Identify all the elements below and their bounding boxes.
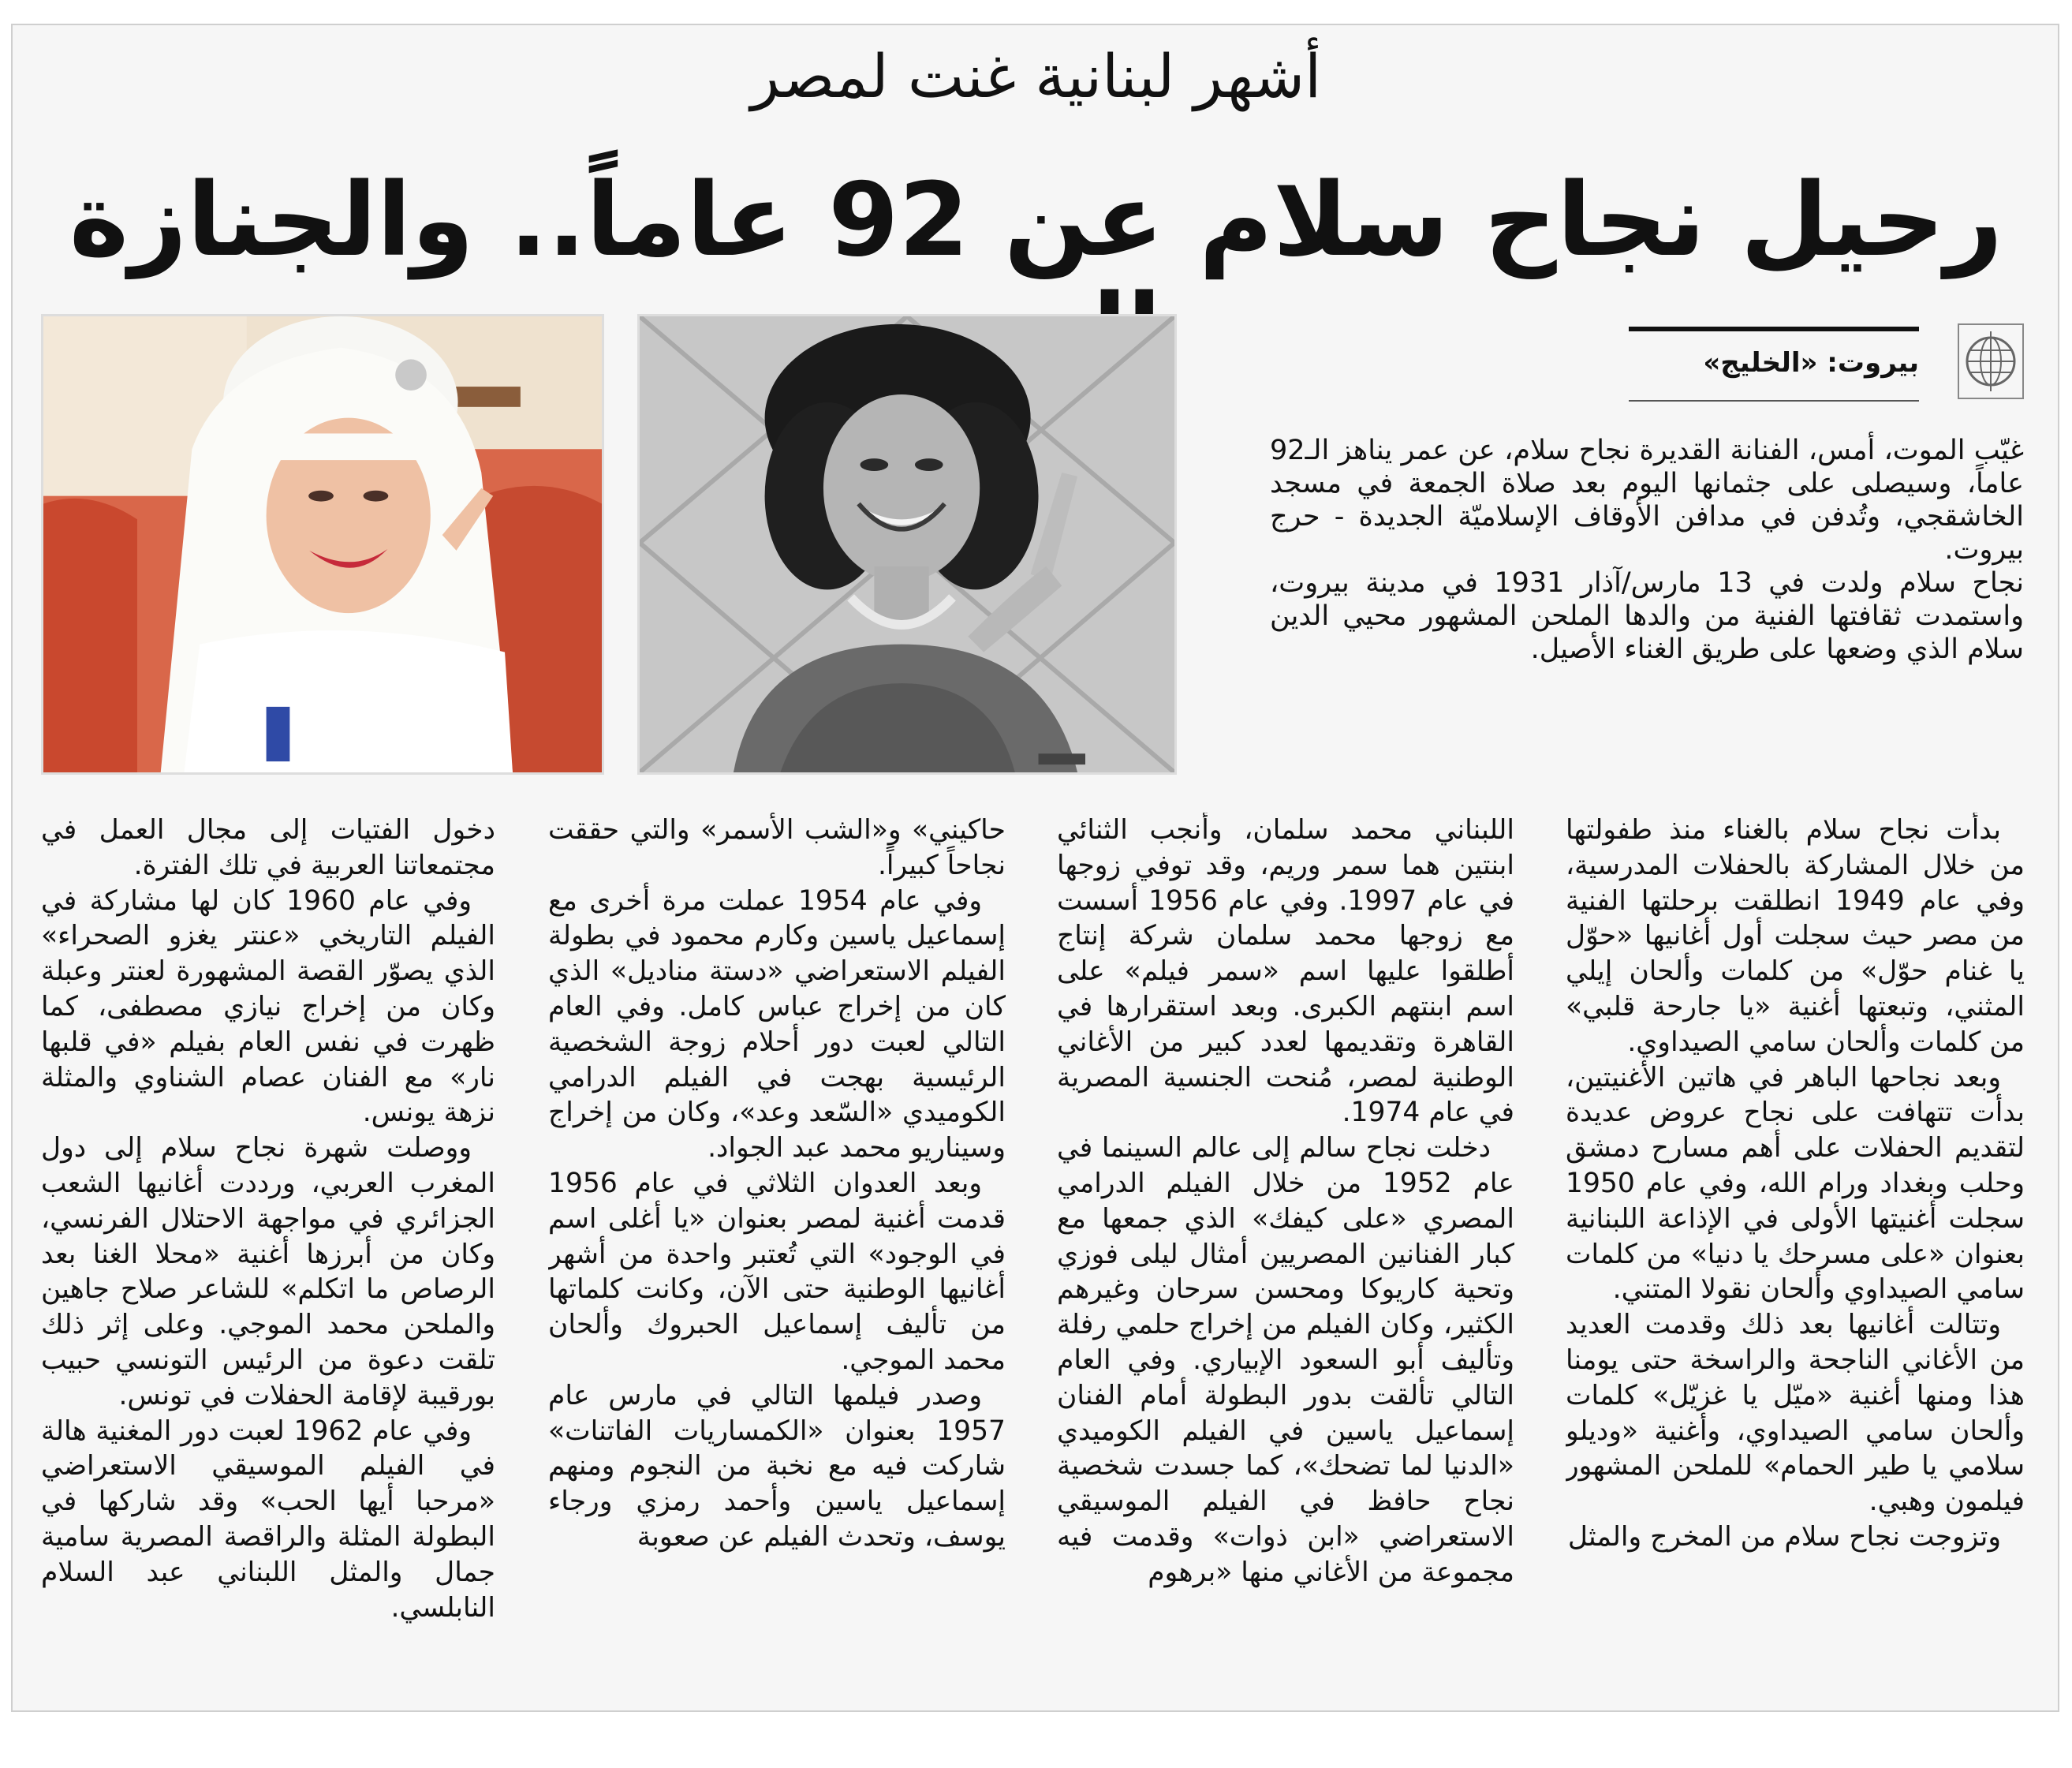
body-paragraph: وبعد العدوان الثلاثي في عام 1956 قدمت أغنية لمصر بعنوان «يا أغلى اسم في الوجود» التي تُعتبر واحدة من أشهر أغانيها الوطنية حتى الآن، وكانت كلماتها من تأليف إسماعيل الحبروك وألحان محمد الموجي. (548, 1167, 1006, 1376)
body-paragraph: وتزوجت نجاح سلام من المخرج والمثل (1567, 1520, 2001, 1553)
body-paragraph: وفي عام 1962 لعبت دور المغنية هالة في الفيلم الموسيقي الاستعراضي «مرحبا أيها الحب» وقد شاركها في البطولة المثلة والراقصة المصرية سامية جمال والمثل اللبناني عبد السلام النابلسي. (41, 1415, 495, 1624)
photo-portrait-recent (41, 314, 604, 775)
body-paragraph: وفي عام 1960 كان لها مشاركة في الفيلم التاريخي «عنتر يغزو الصحراء» الذي يصوّر القصة المشهورة لعنتر وعبلة وكان من إخراج نيازي مصطفى، كما ظهرت في نفس العام بفيلم «في قلبها نار» مع الفنان عصام الشناوي والمثلة نزهة يونس. (41, 884, 495, 1129)
lead-paragraph: غيّب الموت، أمس، الفنانة القديرة نجاح سلام، عن عمر يناهز الـ92 عاماً، وسيصلى على جثمانها اليوم بعد صلاة الجمعة في مسجد الخاشقجي، وتُدفن في مدافن الأوقاف الإسلاميّة الجديدة - حرج بيروت. (1270, 435, 2024, 566)
body-column-3 (548, 813, 1006, 1696)
byline: بيروت: «الخليج» (1703, 347, 1919, 379)
body-column-2 (1057, 813, 1514, 1696)
lead-paragraph: نجاح سلام ولدت في 13 مارس/آذار 1931 في مدينة بيروت، واستمدت ثقافتها الفنية من والدها الملحن المشهور محيي الدين سلام الذي وضعها على طريق الغناء الأصيل. (1270, 567, 2024, 665)
body-paragraph: وصدر فيلمها التالي في مارس عام 1957 بعنوان «الكمساريات الفاتنات» شاركت فيه مع نخبة من النجوم ومنهم إسماعيل ياسين وأحمد رمزي ورجاء يوسف، وتحدث الفيلم عن صعوبة (548, 1379, 1006, 1553)
body-paragraph: حاكيني» و«الشب الأسمر» والتي حققت نجاحاً كبيراً. (548, 814, 1006, 881)
lead-text (1270, 434, 2024, 666)
body-column-1 (1566, 813, 2025, 1696)
globe-icon (1958, 323, 2024, 399)
body-paragraph: دخلت نجاح سالم إلى عالم السينما في عام 1952 من خلال الفيلم الدرامي المصري «على كيفك» الذي جمعها مع كبار الفنانين المصريين أمثال ليلى فوزي وتحية كاريوكا ومحسن سرحان وغيرهم الكثير، وكان الفيلم من إخراج حلمي رفلة وتأليف أبو السعود الإبياري. وفي العام التالي تألقت بدور البطولة أمام الفنان إسماعيل ياسين في الفيلم الكوميدي «الدنيا لما تضحك»، كما جسدت شخصية نجاح حافظ في الفيلم الموسيقي الاستعراضي «ابن ذوات» وقدمت فيه مجموعة من الأغاني منها «برهوم (1057, 1132, 1514, 1588)
byline-rule (1629, 327, 1919, 331)
body-paragraph: وتتالت أغانيها بعد ذلك وقدمت العديد من الأغاني الناجحة والراسخة حتى يومنا هذا ومنها أغنية «ميّل يا غزيّل» كلمات وألحان سامي الصيداوي، وأغنية «وديلو سلامي يا طير الحمام» للملحن المشهور فيلمون وهبي. (1566, 1309, 2025, 1518)
body-paragraph: وبعد نجاحها الباهر في هاتين الأغنيتين، بدأت تتهافت على نجاح عروض عديدة لتقديم الحفلات على أهم مسارح دمشق وحلب وبغداد ورام الله، وفي عام 1950 سجلت أغنيتها الأولى في الإذاعة اللبنانية بعنوان «على مسرحك يا دنيا» من كلمات سامي الصيداوي وألحان نقولا المتني. (1566, 1061, 2025, 1306)
headline: رحيل نجاح سلام عن 92 عاماً.. والجنازة (69, 162, 2003, 279)
body-paragraph: بدأت نجاح سلام بالغناء منذ طفولتها من خلال المشاركة بالحفلات المدرسية، وفي عام 1949 انطلقت برحلتها الفنية من مصر حيث سجلت أول أغانيها «حوّل يا غنام حوّل» من كلمات وألحان إيلي المثني، وتبعتها أغنية «يا جارحة قلبي» من كلمات وألحان سامي الصيداوي. (1566, 814, 2025, 1058)
photo-portrait-vintage (637, 314, 1177, 775)
body-column-4 (41, 813, 495, 1696)
byline-rule (1629, 400, 1919, 402)
body-paragraph: دخول الفتيات إلى مجال العمل في مجتمعاتنا العربية في تلك الفترة. (41, 814, 495, 881)
kicker: أشهر لبنانية غنت لمصر (750, 41, 1322, 111)
body-paragraph: اللبناني محمد سلمان، وأنجب الثنائي ابنتين هما سمر وريم، وقد توفي زوجها في عام 1997. وفي عام 1956 أسست مع زوجها محمد سلمان شركة إنتاج أطلقوا عليها اسم «سمر فيلم» على اسم ابنتهم الكبرى. وبعد استقرارها في القاهرة وتقديمها لعدد كبير من الأغاني الوطنية لمصر، مُنحت الجنسية المصرية في عام 1974. (1057, 814, 1514, 1129)
body-paragraph: ووصلت شهرة نجاح سلام إلى دول المغرب العربي، ورددت أغانيها الشعب الجزائري في مواجهة الاحتلال الفرنسي، وكان من أبرزها أغنية «محلا الغنا بعد الرصاص ما اتكلم» للشاعر صلاح جاهين والملحن محمد الموجي. وعلى إثر ذلك تلقت دعوة من الرئيس التونسي حبيب بورقيبة لإقامة الحفلات في تونس. (41, 1132, 495, 1411)
body-paragraph: وفي عام 1954 عملت مرة أخرى مع إسماعيل ياسين وكارم محمود في بطولة الفيلم الاستعراضي «دستة مناديل» الذي كان من إخراج عباس كامل. وفي العام التالي لعبت دور أحلام زوجة الشخصية الرئيسية بهجت في الفيلم الدرامي الكوميدي «السّعد وعد»، وكان من إخراج وسيناريو محمد عبد الجواد. (548, 884, 1006, 1164)
